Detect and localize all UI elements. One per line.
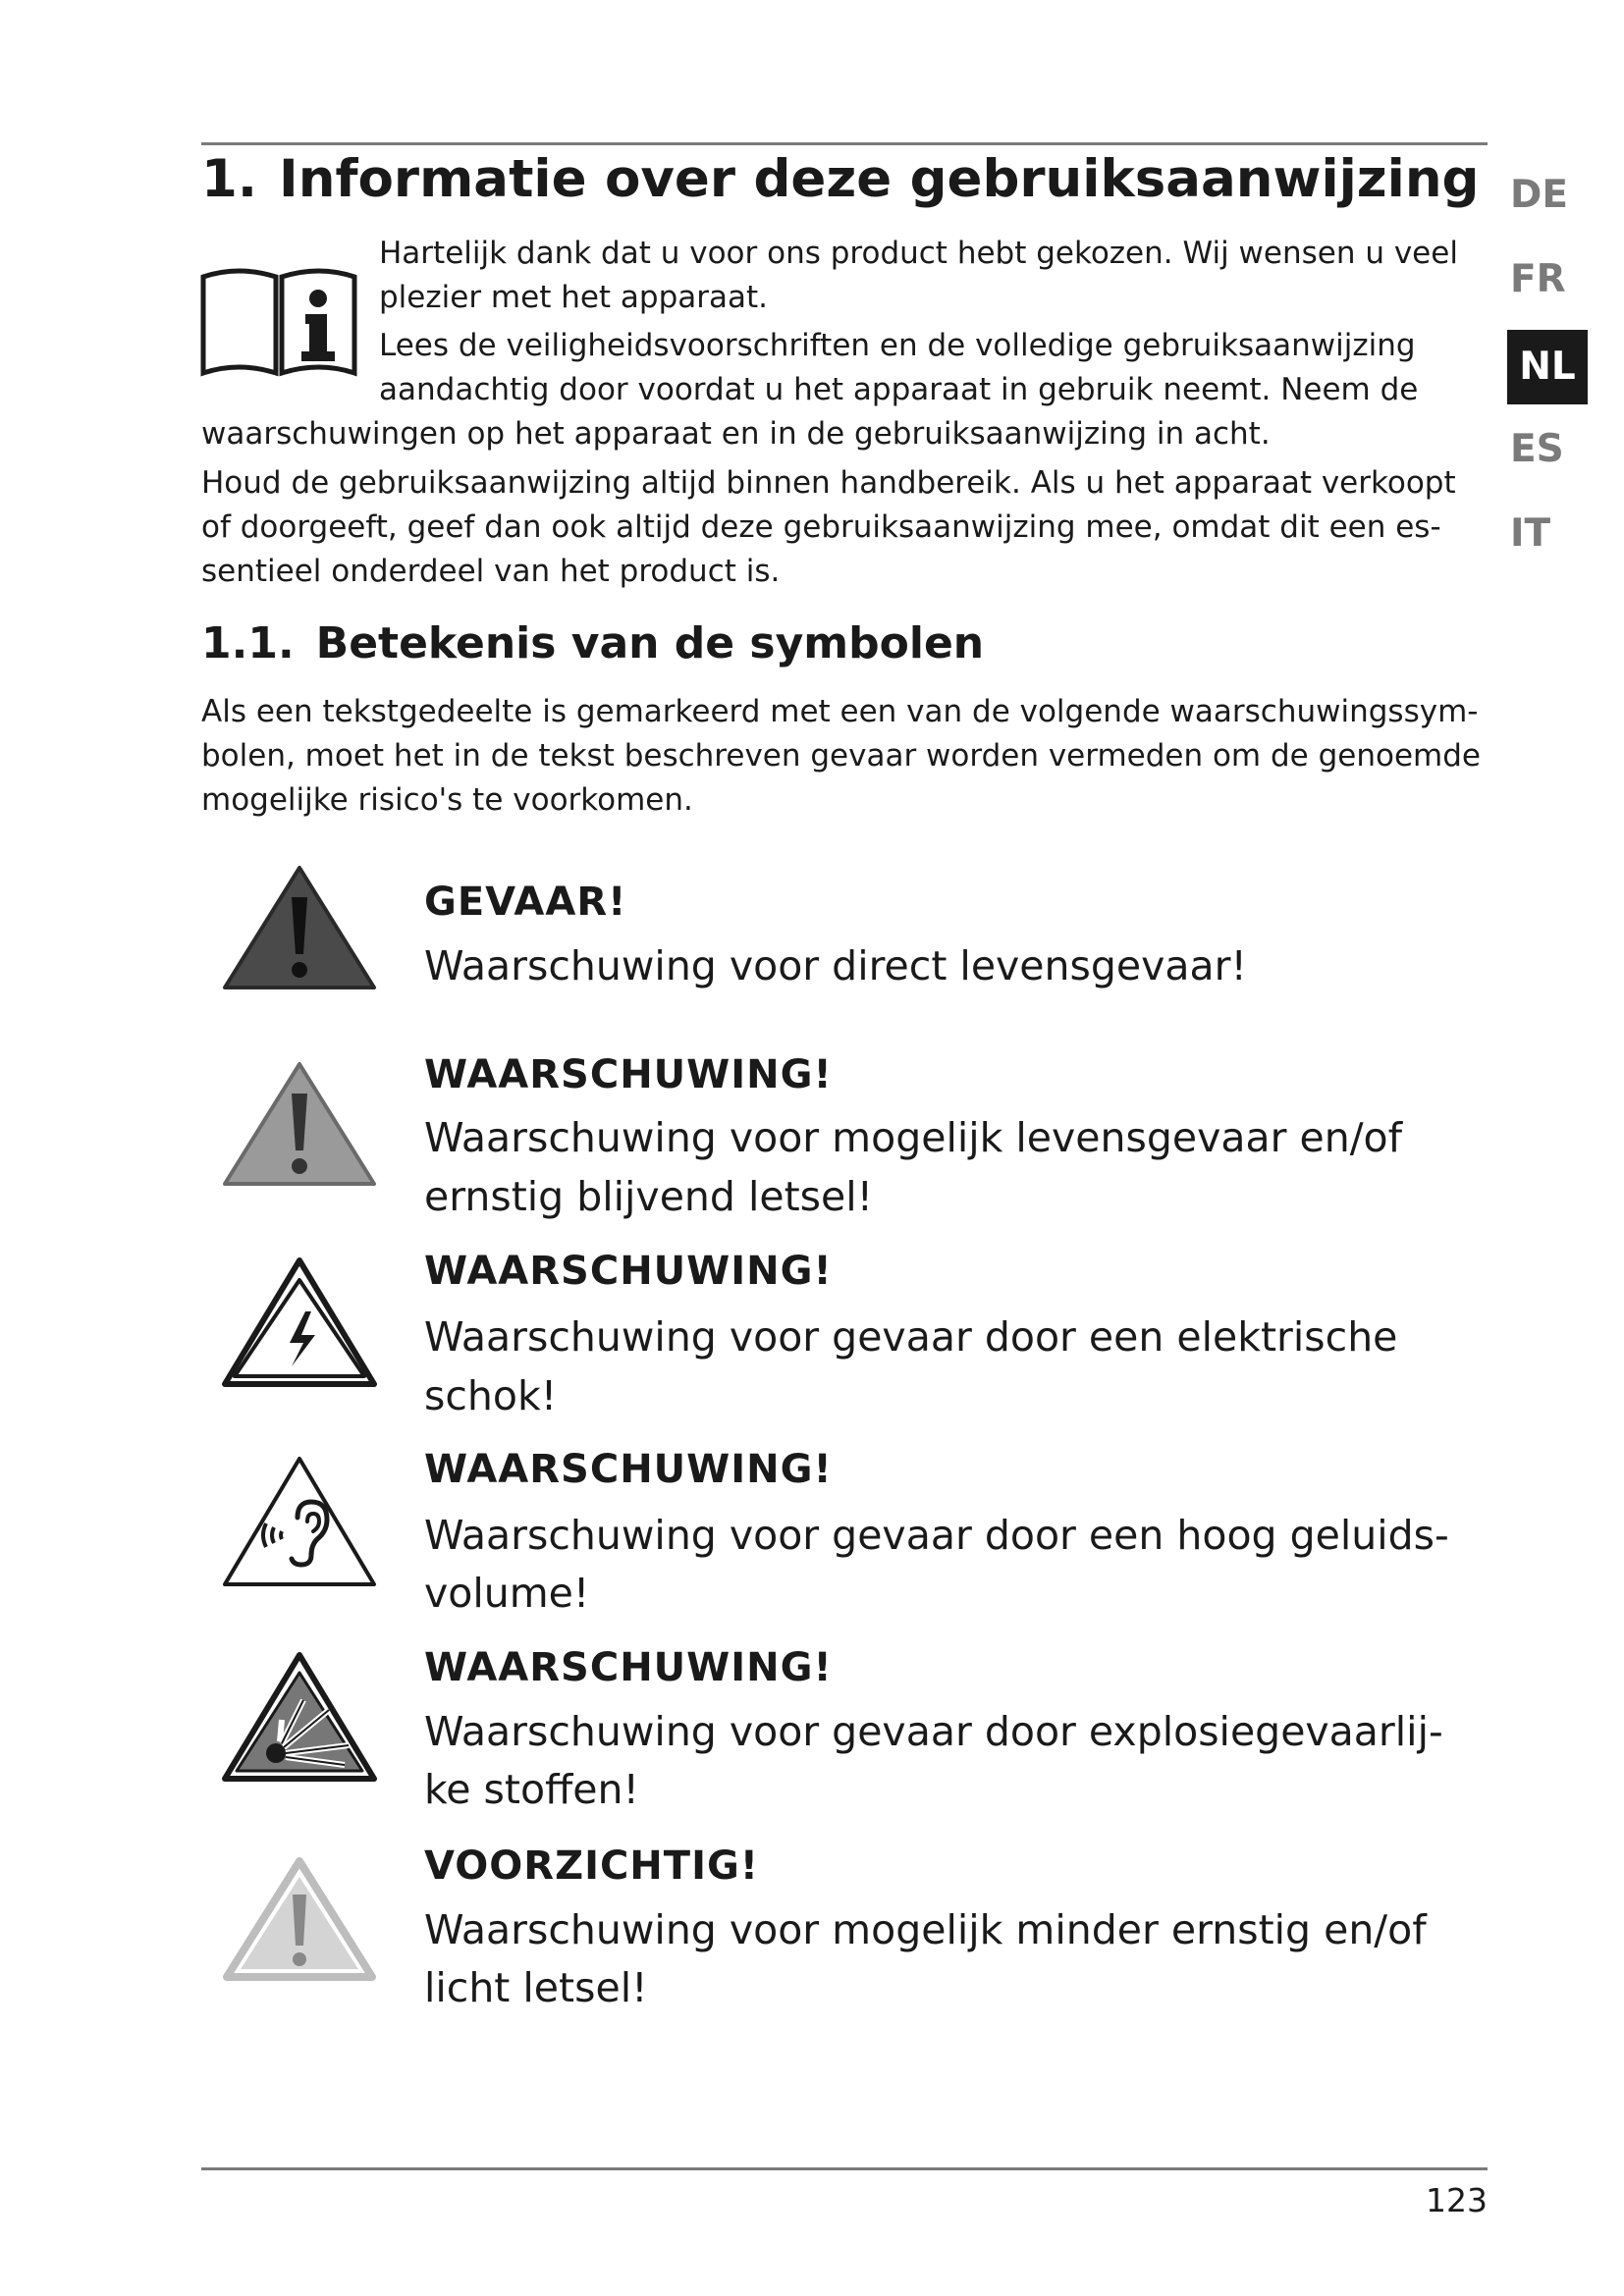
warning-icon xyxy=(221,1060,378,1188)
symbol-text-line-1: Waarschuwing voor gevaar door een elektrische xyxy=(424,1313,1398,1361)
symbol-text-line-1: Waarschuwing voor mogelijk levensgevaar en/of xyxy=(424,1114,1403,1161)
loud-volume-icon xyxy=(221,1453,378,1590)
symbol-text-line-1: Waarschuwing voor mogelijk minder ernstig en/of xyxy=(424,1906,1427,1953)
lang-tab-nl[interactable]: NL xyxy=(1507,330,1588,404)
symbol-title: WAARSCHUWING! xyxy=(424,1052,833,1097)
intro-line-8: sentieel onderdeel van het product is. xyxy=(201,554,781,589)
intro-line-7: of doorgeeft, geef dan ook altijd deze gebruiksaanwijzing mee, omdat dit een es- xyxy=(201,509,1441,545)
subsection-line-1: Als een tekstgedeelte is gemarkeerd met een van de volgende waarschuwingssym- xyxy=(201,694,1479,729)
subsection-line-3: mogelijke risico's te voorkomen. xyxy=(201,782,693,818)
intro-line-1: Hartelijk dank dat u voor ons product hebt gekozen. Wij wensen u veel xyxy=(379,236,1458,271)
explosive-icon xyxy=(221,1651,378,1784)
lang-tab-es[interactable]: ES xyxy=(1510,427,1564,471)
intro-line-3: Lees de veiligheidsvoorschriften en de volledige gebruiksaanwijzing xyxy=(379,328,1416,363)
intro-line-4: aandachtig door voordat u het apparaat in gebruik neemt. Neem de xyxy=(379,372,1419,407)
intro-line-5: waarschuwingen op het apparaat en in de gebruiksaanwijzing in acht. xyxy=(201,416,1271,452)
symbol-text-line-2: schok! xyxy=(424,1372,558,1419)
bottom-rule xyxy=(201,2167,1488,2170)
page-number: 123 xyxy=(1426,2181,1488,2219)
danger-warning-icon xyxy=(221,864,378,991)
lang-tab-it[interactable]: IT xyxy=(1510,511,1551,556)
symbol-title: WAARSCHUWING! xyxy=(424,1249,833,1294)
symbol-text-line-2: ernstig blijvend letsel! xyxy=(424,1173,874,1220)
caution-icon xyxy=(221,1855,378,1983)
lang-tab-fr[interactable]: FR xyxy=(1510,257,1566,301)
symbol-text-line-2: volume! xyxy=(424,1570,590,1617)
symbol-text-line-1: Waarschuwing voor gevaar door een hoog geluids- xyxy=(424,1512,1449,1559)
symbol-text-line-2: licht letsel! xyxy=(424,1964,648,2011)
intro-line-6: Houd de gebruiksaanwijzing altijd binnen handbereik. Als u het apparaat verkoopt xyxy=(201,465,1456,501)
symbol-title: WAARSCHUWING! xyxy=(424,1645,833,1690)
manual-info-icon xyxy=(199,263,358,379)
top-rule xyxy=(201,142,1488,145)
intro-line-2: plezier met het apparaat. xyxy=(379,280,769,315)
symbol-text: Waarschuwing voor direct levensgevaar! xyxy=(424,942,1247,989)
subsection-title: 1.1. Betekenis van de symbolen xyxy=(201,618,985,668)
symbol-text-line-2: ke stoffen! xyxy=(424,1766,639,1813)
symbol-title: WAARSCHUWING! xyxy=(424,1447,833,1492)
symbol-title: GEVAAR! xyxy=(424,880,627,925)
subsection-line-2: bolen, moet het in de tekst beschreven gevaar worden vermeden om de genoemde xyxy=(201,738,1481,774)
symbol-title: VOORZICHTIG! xyxy=(424,1843,760,1889)
lang-tab-de[interactable]: DE xyxy=(1510,173,1569,217)
electric-shock-icon xyxy=(221,1256,378,1389)
section-title: 1. Informatie over deze gebruiksaanwijzing xyxy=(201,149,1480,209)
symbol-text-line-1: Waarschuwing voor gevaar door explosiegevaarlij- xyxy=(424,1708,1443,1755)
